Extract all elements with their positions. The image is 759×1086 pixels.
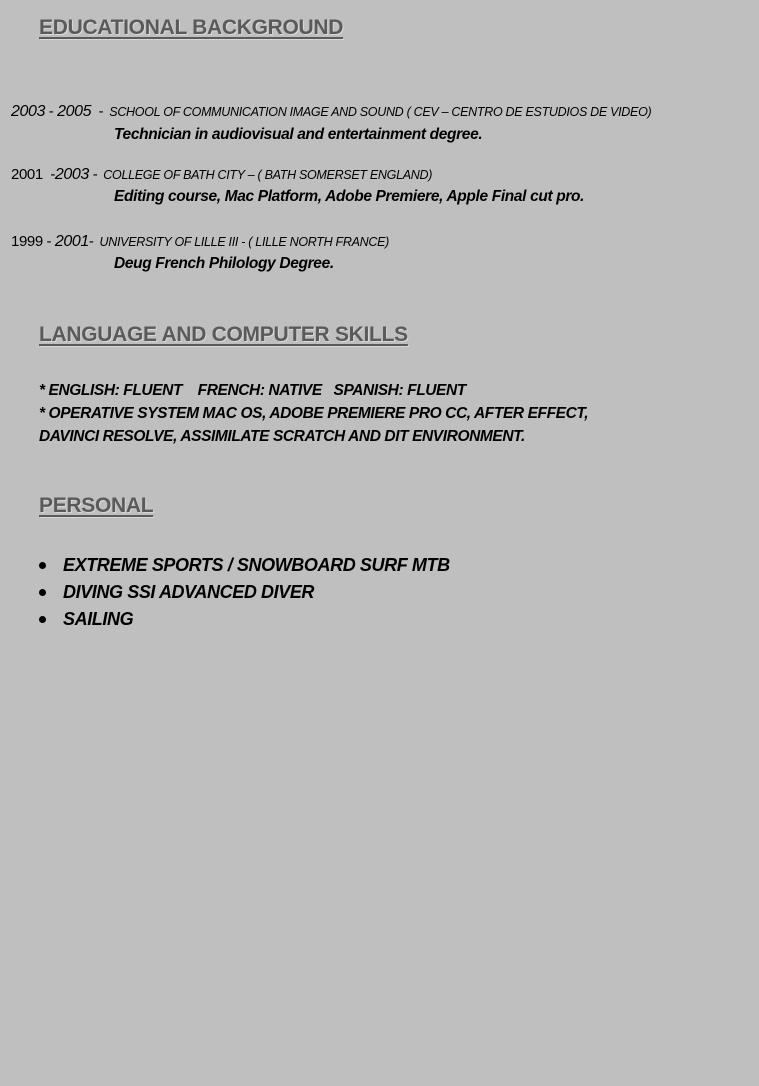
entry-institution: SCHOOL OF COMMUNICATION IMAGE AND SOUND ( CEV – CENTRO DE ESTUDIOS DE VIDEO) (109, 105, 652, 119)
personal-item-label: DIVING SSI ADVANCED DIVER (63, 582, 315, 602)
entry-institution: COLLEGE OF BATH CITY – ( BATH SOMERSET ENGLAND) (103, 168, 433, 182)
skills-heading: LANGUAGE AND COMPUTER SKILLS (39, 323, 408, 346)
personal-heading: PERSONAL (39, 494, 154, 517)
entry-institution: UNIVERSITY OF LILLE III - ( LILLE NORTH FRANCE) (99, 235, 389, 249)
education-entry-3-dates (11, 233, 389, 251)
education-entry-3-degree: Deug French Philology Degree. (114, 255, 334, 272)
entry-dash: - (91, 103, 104, 120)
education-heading: EDUCATIONAL BACKGROUND (39, 16, 344, 39)
education-entry-2-degree: Editing course, Mac Platform, Adobe Premiere, Apple Final cut pro. (114, 188, 585, 205)
personal-item (39, 555, 450, 576)
entry-separator: - (45, 103, 58, 120)
entry-end-year: 2001 (54, 233, 89, 250)
entry-end-year: 2005 (57, 103, 92, 120)
entry-dash: - (88, 233, 94, 250)
personal-item-label: EXTREME SPORTS / SNOWBOARD SURF MTB (63, 555, 450, 575)
entry-start-year: 2003 (11, 103, 45, 120)
bullet-icon (39, 616, 46, 623)
education-entry-1-dates (11, 103, 651, 121)
entry-start-year: 1999 (11, 233, 43, 250)
skills-line-software-1: * OPERATIVE SYSTEM MAC OS, ADOBE PREMIERE PRO CC, AFTER EFFECT, (39, 405, 589, 422)
personal-item-label: SAILING (63, 609, 134, 629)
entry-separator: - (42, 166, 55, 183)
education-entry-1-degree: Technician in audiovisual and entertainment degree. (114, 126, 483, 143)
personal-item (39, 582, 314, 603)
entry-separator: - (42, 233, 55, 250)
skills-line-software-2: DAVINCI RESOLVE, ASSIMILATE SCRATCH AND DIT ENVIRONMENT. (39, 428, 525, 445)
bullet-icon (39, 589, 46, 596)
entry-start-year: 2001 (11, 166, 43, 183)
personal-item (39, 609, 133, 630)
entry-dash: - (88, 166, 98, 183)
entry-end-year: 2003 (54, 166, 89, 183)
bullet-icon (39, 562, 46, 569)
education-entry-2-dates (11, 166, 432, 184)
skills-line-languages: * ENGLISH: FLUENT FRENCH: NATIVE SPANISH: FLUENT (39, 382, 466, 399)
